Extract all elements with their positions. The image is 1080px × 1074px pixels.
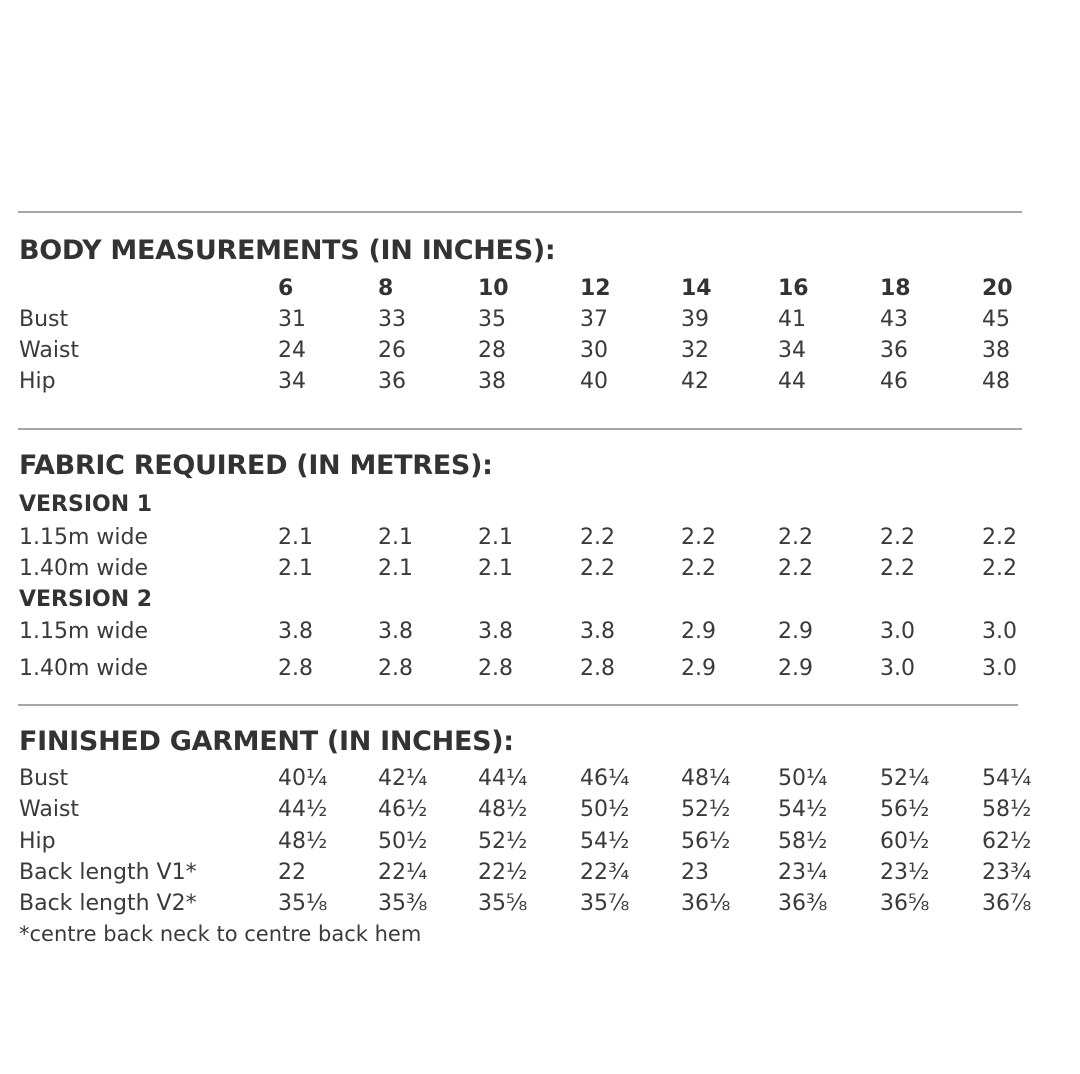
garment-row-value: 22 bbox=[278, 860, 306, 885]
garment-row-value: 50½ bbox=[580, 797, 630, 822]
fabric-row-value: 2.2 bbox=[982, 525, 1017, 550]
fabric-row-value: 2.1 bbox=[478, 525, 513, 550]
fabric-row-value: 2.1 bbox=[478, 556, 513, 581]
garment-row-value: 56½ bbox=[681, 829, 731, 854]
garment-row-value: 58½ bbox=[982, 797, 1032, 822]
fabric-row-value: 2.8 bbox=[478, 656, 513, 681]
section-divider bbox=[18, 211, 1022, 213]
garment-row-value: 48½ bbox=[478, 797, 528, 822]
body-row-label: Bust bbox=[19, 307, 69, 332]
fabric-row-value: 2.1 bbox=[278, 525, 313, 550]
body-row-value: 24 bbox=[278, 338, 306, 363]
garment-row-value: 56½ bbox=[880, 797, 930, 822]
garment-row-value: 46¼ bbox=[580, 766, 630, 791]
size-header: 8 bbox=[378, 276, 394, 301]
garment-row-value: 58½ bbox=[778, 829, 828, 854]
garment-row-value: 42¼ bbox=[378, 766, 428, 791]
garment-row-value: 52½ bbox=[681, 797, 731, 822]
fabric-required-heading: FABRIC REQUIRED (IN METRES): bbox=[19, 450, 493, 481]
size-header: 12 bbox=[580, 276, 611, 301]
fabric-row-value: 2.9 bbox=[681, 619, 716, 644]
footnote: *centre back neck to centre back hem bbox=[19, 922, 422, 946]
body-row-value: 41 bbox=[778, 307, 806, 332]
garment-row-value: 35⅜ bbox=[378, 891, 428, 916]
garment-row-value: 36⅞ bbox=[982, 891, 1032, 916]
body-row-value: 48 bbox=[982, 369, 1010, 394]
body-row-value: 31 bbox=[278, 307, 306, 332]
garment-row-label: Waist bbox=[19, 797, 80, 822]
fabric-row-value: 3.0 bbox=[982, 656, 1017, 681]
fabric-row-value: 3.0 bbox=[880, 656, 915, 681]
fabric-row-label: 1.15m wide bbox=[19, 619, 149, 644]
garment-row-label: Bust bbox=[19, 766, 69, 791]
section-divider bbox=[18, 704, 1018, 706]
fabric-row-value: 3.0 bbox=[982, 619, 1017, 644]
body-measurements-heading: BODY MEASUREMENTS (IN INCHES): bbox=[19, 235, 556, 266]
body-row-value: 40 bbox=[580, 369, 608, 394]
fabric-row-value: 2.2 bbox=[982, 556, 1017, 581]
garment-row-value: 36⅝ bbox=[880, 891, 930, 916]
fabric-row-value: 2.2 bbox=[778, 525, 813, 550]
fabric-row-value: 2.2 bbox=[880, 525, 915, 550]
fabric-row-value: 3.8 bbox=[580, 619, 615, 644]
body-row-value: 35 bbox=[478, 307, 506, 332]
garment-row-value: 22½ bbox=[478, 860, 528, 885]
section-divider bbox=[18, 428, 1022, 430]
fabric-row-value: 2.9 bbox=[681, 656, 716, 681]
size-header: 18 bbox=[880, 276, 911, 301]
fabric-row-value: 3.8 bbox=[478, 619, 513, 644]
garment-row-value: 50¼ bbox=[778, 766, 828, 791]
size-header: 10 bbox=[478, 276, 509, 301]
body-row-label: Waist bbox=[19, 338, 80, 363]
fabric-row-value: 2.2 bbox=[778, 556, 813, 581]
fabric-row-value: 2.8 bbox=[378, 656, 413, 681]
body-row-value: 44 bbox=[778, 369, 806, 394]
body-row-value: 36 bbox=[378, 369, 406, 394]
garment-row-value: 44½ bbox=[278, 797, 328, 822]
garment-row-value: 46½ bbox=[378, 797, 428, 822]
garment-row-value: 23 bbox=[681, 860, 709, 885]
body-row-value: 26 bbox=[378, 338, 406, 363]
garment-row-value: 35⅝ bbox=[478, 891, 528, 916]
body-row-value: 39 bbox=[681, 307, 709, 332]
garment-row-value: 60½ bbox=[880, 829, 930, 854]
fabric-row-value: 2.9 bbox=[778, 656, 813, 681]
garment-row-value: 54½ bbox=[580, 829, 630, 854]
fabric-row-value: 2.2 bbox=[580, 556, 615, 581]
body-row-value: 30 bbox=[580, 338, 608, 363]
garment-row-label: Back length V2* bbox=[19, 891, 197, 916]
fabric-row-value: 2.2 bbox=[681, 556, 716, 581]
body-row-value: 45 bbox=[982, 307, 1010, 332]
garment-row-value: 40¼ bbox=[278, 766, 328, 791]
fabric-row-value: 2.9 bbox=[778, 619, 813, 644]
body-row-value: 28 bbox=[478, 338, 506, 363]
fabric-row-value: 2.1 bbox=[378, 556, 413, 581]
garment-row-label: Back length V1* bbox=[19, 860, 197, 885]
body-row-value: 34 bbox=[778, 338, 806, 363]
garment-row-value: 48½ bbox=[278, 829, 328, 854]
garment-row-value: 23¼ bbox=[778, 860, 828, 885]
size-header: 14 bbox=[681, 276, 712, 301]
fabric-row-value: 2.1 bbox=[278, 556, 313, 581]
size-header: 20 bbox=[982, 276, 1013, 301]
garment-row-value: 48¼ bbox=[681, 766, 731, 791]
fabric-row-value: 2.8 bbox=[278, 656, 313, 681]
garment-row-value: 22¾ bbox=[580, 860, 630, 885]
body-row-value: 33 bbox=[378, 307, 406, 332]
garment-row-value: 23½ bbox=[880, 860, 930, 885]
fabric-row-value: 2.2 bbox=[880, 556, 915, 581]
fabric-row-label: 1.40m wide bbox=[19, 556, 149, 581]
body-row-value: 46 bbox=[880, 369, 908, 394]
garment-row-value: 52¼ bbox=[880, 766, 930, 791]
version-heading: VERSION 1 bbox=[19, 492, 153, 517]
finished-garment-heading: FINISHED GARMENT (IN INCHES): bbox=[19, 726, 514, 757]
fabric-row-value: 3.8 bbox=[378, 619, 413, 644]
body-row-value: 32 bbox=[681, 338, 709, 363]
fabric-row-value: 3.0 bbox=[880, 619, 915, 644]
garment-row-value: 36⅜ bbox=[778, 891, 828, 916]
garment-row-value: 44¼ bbox=[478, 766, 528, 791]
version-heading: VERSION 2 bbox=[19, 587, 153, 612]
body-row-value: 37 bbox=[580, 307, 608, 332]
body-row-label: Hip bbox=[19, 369, 56, 394]
body-row-value: 36 bbox=[880, 338, 908, 363]
garment-row-value: 62½ bbox=[982, 829, 1032, 854]
fabric-row-value: 3.8 bbox=[278, 619, 313, 644]
garment-row-value: 22¼ bbox=[378, 860, 428, 885]
body-row-value: 42 bbox=[681, 369, 709, 394]
fabric-row-value: 2.8 bbox=[580, 656, 615, 681]
garment-row-value: 54¼ bbox=[982, 766, 1032, 791]
size-header: 6 bbox=[278, 276, 294, 301]
garment-row-value: 54½ bbox=[778, 797, 828, 822]
garment-row-value: 35⅛ bbox=[278, 891, 328, 916]
fabric-row-value: 2.2 bbox=[580, 525, 615, 550]
garment-row-value: 23¾ bbox=[982, 860, 1032, 885]
garment-row-value: 36⅛ bbox=[681, 891, 731, 916]
garment-row-value: 52½ bbox=[478, 829, 528, 854]
size-header: 16 bbox=[778, 276, 809, 301]
body-row-value: 38 bbox=[478, 369, 506, 394]
body-row-value: 43 bbox=[880, 307, 908, 332]
fabric-row-label: 1.15m wide bbox=[19, 525, 149, 550]
body-row-value: 38 bbox=[982, 338, 1010, 363]
garment-row-value: 35⅞ bbox=[580, 891, 630, 916]
body-row-value: 34 bbox=[278, 369, 306, 394]
fabric-row-label: 1.40m wide bbox=[19, 656, 149, 681]
fabric-row-value: 2.2 bbox=[681, 525, 716, 550]
fabric-row-value: 2.1 bbox=[378, 525, 413, 550]
garment-row-value: 50½ bbox=[378, 829, 428, 854]
garment-row-label: Hip bbox=[19, 829, 56, 854]
